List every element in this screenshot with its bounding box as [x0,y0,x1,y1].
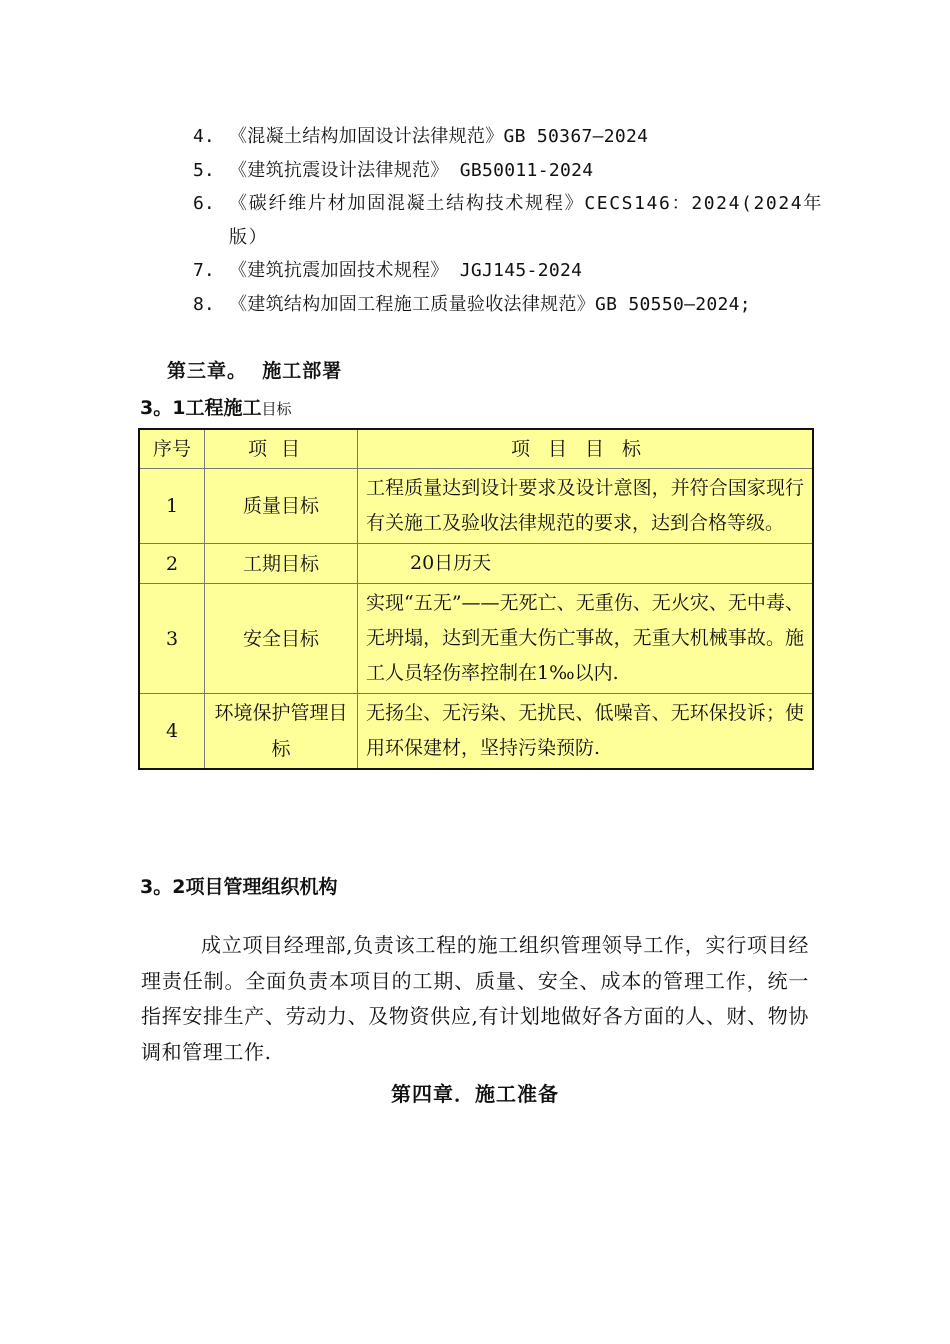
reference-number: 5. [193,159,215,181]
project-goals-table [138,428,814,770]
reference-item [193,254,823,288]
body-paragraph: 成立项目经理部,负责该工程的施工组织管理领导工作，实行项目经理责任制。全面负责本项目的工期、质量、安全、成本的管理工作，统一指挥安排生产、劳动力、及物资供应,有计划地做好各方面的人、财、物协调和管理工作. [141,933,809,1064]
chapter-3-heading: 第三章。 施工部署 [167,360,343,382]
row-item-name: 安全目标 [205,584,358,694]
reference-text: 《建筑结构加固工程施工质量验收法律规范》GB 50550—2024; [229,293,751,315]
table-row [139,469,813,544]
row-number: 1 [139,469,205,544]
row-item-name: 工期目标 [205,544,358,584]
row-item-name: 质量目标 [205,469,358,544]
table-row [139,694,813,770]
reference-text: 《建筑抗震设计法律规范》 GB50011-2024 [229,159,594,181]
reference-text: 《碳纤维片材加固混凝土结构技术规程》CECS146：2024(2024年版） [229,193,823,248]
chapter-4-heading: 第四章．施工准备 [391,1082,559,1106]
row-goal-description: 20日历天 [358,544,814,584]
section-3-2-heading: 3。2项目管理组织机构 [140,876,338,898]
table-header-row [139,429,813,469]
row-number: 2 [139,544,205,584]
table-row [139,584,813,694]
reference-text: 《混凝土结构加固设计法律规范》GB 50367—2024 [229,126,649,147]
row-number: 3 [139,584,205,694]
reference-item [193,120,823,154]
row-number: 4 [139,694,205,770]
reference-item [193,154,823,188]
header-number: 序号 [139,429,205,469]
reference-text: 《建筑抗震加固技术规程》 JGJ145-2024 [229,260,583,281]
reference-number: 6. [193,193,215,214]
section-3-1-title-suffix: 目标 [261,400,292,418]
reference-list [193,120,823,321]
header-goal: 项目目标 [358,429,814,469]
reference-item [193,288,823,322]
section-3-1-title: 3。1工程施工 [140,397,262,419]
reference-number: 7. [193,260,215,281]
table-row [139,544,813,584]
reference-item [193,187,823,254]
row-item-name: 环境保护管理目标 [205,694,358,770]
reference-number: 4. [193,126,215,147]
row-goal-description: 实现“五无”——无死亡、无重伤、无火灾、无中毒、无坍塌，达到无重大伤亡事故，无重大机械事故。施工人员轻伤率控制在1‰以内. [358,584,814,694]
header-item: 项目 [205,429,358,469]
reference-number: 8. [193,293,215,315]
section-3-1-heading [140,393,291,420]
row-goal-description: 工程质量达到设计要求及设计意图，并符合国家现行有关施工及验收法律规范的要求，达到合格等级。 [358,469,814,544]
row-goal-description: 无扬尘、无污染、无扰民、低噪音、无环保投诉；使用环保建材，坚持污染预防. [358,694,814,770]
